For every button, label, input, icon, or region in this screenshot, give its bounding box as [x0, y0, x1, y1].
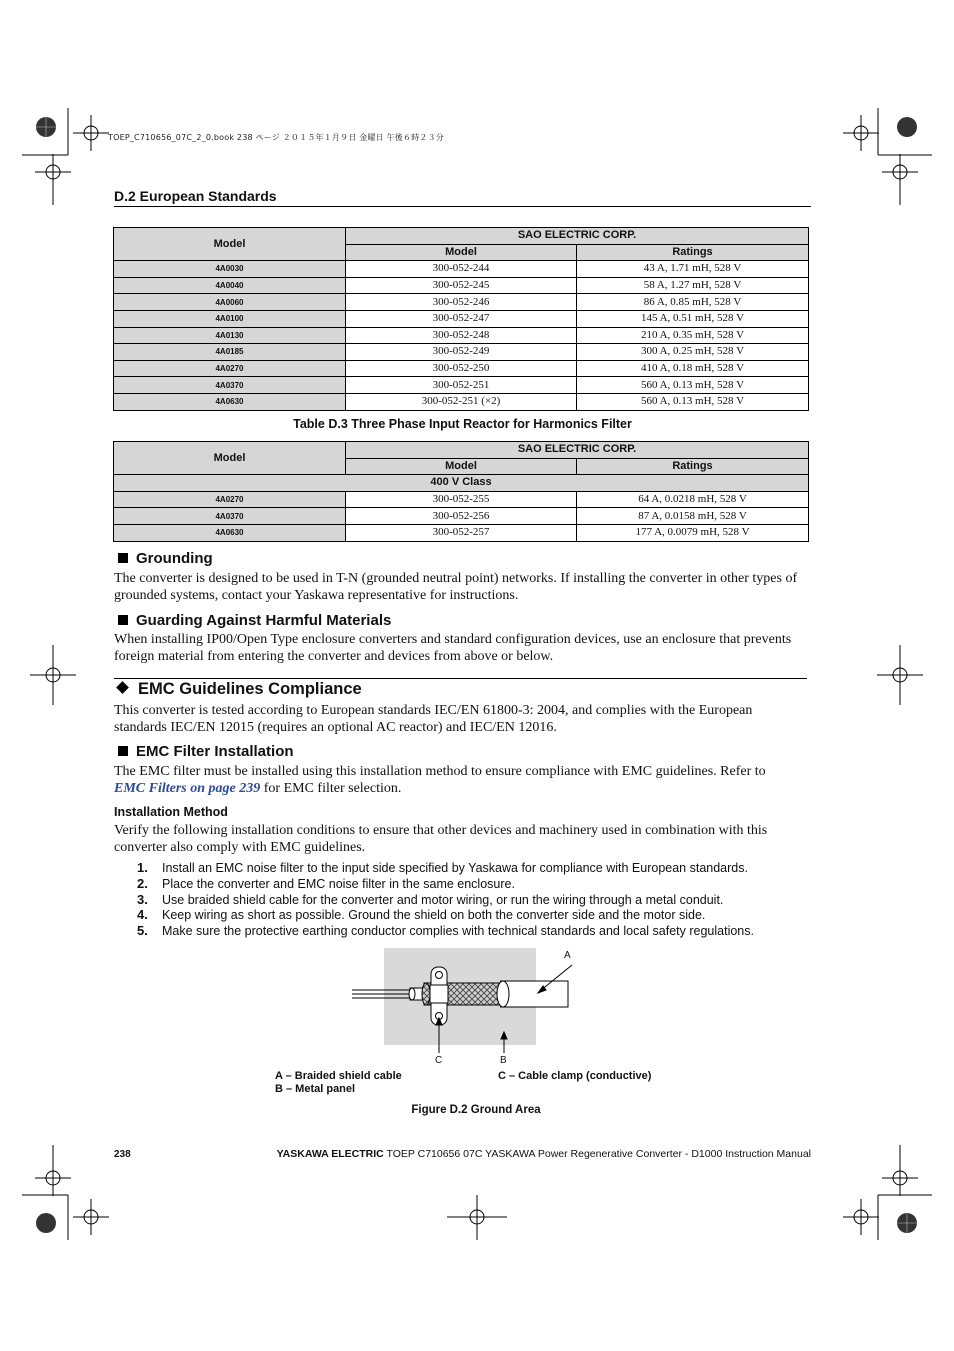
installation-paragraph	[114, 822, 811, 856]
square-bullet-icon	[118, 746, 128, 756]
step-number: 2.	[137, 875, 148, 891]
figure-label-a: A	[564, 950, 571, 961]
guarding-title: Guarding Against Harmful Materials	[136, 612, 392, 629]
row-rating: 560 A, 0.13 mH, 528 V	[577, 377, 809, 394]
grounding-title: Grounding	[136, 550, 213, 567]
table2-header-ratings: Ratings	[577, 458, 809, 475]
row-rating: 210 A, 0.35 mH, 528 V	[577, 327, 809, 344]
installation-line-1: Verify the following installation conditions to ensure that other devices and machinery used in combination with this	[114, 823, 768, 838]
row-part: 300-052-257	[346, 524, 577, 541]
step-text: Place the converter and EMC noise filter in the same enclosure.	[162, 876, 515, 891]
table-row	[114, 524, 809, 541]
grounding-paragraph	[114, 570, 811, 604]
row-part: 300-052-251 (×2)	[346, 393, 577, 410]
row-part: 300-052-251	[346, 377, 577, 394]
table-row	[114, 310, 809, 327]
guarding-paragraph	[114, 631, 811, 665]
row-part: 300-052-248	[346, 327, 577, 344]
emc-line-1: This converter is tested according to European standards IEC/EN 61800-3: 2004, and complies with the European	[114, 703, 753, 718]
row-rating: 410 A, 0.18 mH, 528 V	[577, 360, 809, 377]
step-number: 3.	[137, 891, 148, 907]
row-rating: 43 A, 1.71 mH, 528 V	[577, 261, 809, 278]
step-number: 5.	[137, 923, 148, 939]
emc-line-2: standards IEC/EN 12015 (requires an optional AC reactor) and IEC/EN 12016.	[114, 720, 557, 735]
row-model: 4A0040	[114, 277, 346, 294]
square-bullet-icon	[118, 615, 128, 625]
row-part: 300-052-249	[346, 344, 577, 361]
step-text: Keep wiring as short as possible. Ground the shield on both the converter side and the motor side.	[162, 908, 706, 923]
row-rating: 64 A, 0.0218 mH, 528 V	[577, 491, 809, 508]
row-model: 4A0185	[114, 344, 346, 361]
table-row	[114, 344, 809, 361]
table2-header-part-model: Model	[346, 458, 577, 475]
print-job-header: TOEP_C710656_07C_2_0.book 238 ページ ２０１５年１月９日 金曜日 午後６時２３分	[108, 133, 444, 142]
row-part: 300-052-244	[346, 261, 577, 278]
emc-filter-heading	[118, 743, 294, 760]
section-header: D.2 European Standards	[114, 188, 811, 207]
emc-filter-line-2-rest: for EMC filter selection.	[260, 781, 402, 796]
guarding-line-1: When installing IP00/Open Type enclosure converters and standard configuration devices, use an enclosure that prevents	[114, 632, 792, 647]
row-model: 4A0370	[114, 377, 346, 394]
row-part: 300-052-246	[346, 294, 577, 311]
row-rating: 86 A, 0.85 mH, 528 V	[577, 294, 809, 311]
cable-jacket	[500, 981, 568, 1007]
row-rating: 300 A, 0.25 mH, 528 V	[577, 344, 809, 361]
grounding-line-2: grounded systems, contact your Yaskawa representative for instructions.	[114, 588, 519, 603]
row-model: 4A0630	[114, 524, 346, 541]
row-part: 300-052-250	[346, 360, 577, 377]
cable-clamp	[430, 967, 448, 1025]
row-model: 4A0370	[114, 508, 346, 525]
row-model: 4A0270	[114, 360, 346, 377]
row-part: 300-052-245	[346, 277, 577, 294]
list-item	[114, 923, 814, 939]
step-text: Use braided shield cable for the converter and motor wiring, or run the wiring through a metal conduit.	[162, 892, 724, 907]
row-part: 300-052-247	[346, 310, 577, 327]
footer-brand: YASKAWA ELECTRIC	[276, 1148, 384, 1160]
table1-header-ratings: Ratings	[577, 244, 809, 261]
table-row	[114, 508, 809, 525]
figure-label-c: C	[435, 1055, 443, 1066]
figure-label-b: B	[500, 1055, 507, 1066]
row-rating: 87 A, 0.0158 mH, 528 V	[577, 508, 809, 525]
installation-method-heading: Installation Method	[114, 805, 228, 819]
step-text: Install an EMC noise filter to the input side specified by Yaskawa for compliance with European standards.	[162, 861, 748, 875]
step-text: Make sure the protective earthing conductor complies with technical standards and local safety regulations.	[162, 924, 754, 939]
table-row	[114, 261, 809, 278]
emc-filter-title: EMC Filter Installation	[136, 743, 294, 760]
row-rating: 560 A, 0.13 mH, 528 V	[577, 393, 809, 410]
table1-header-vendor: SAO ELECTRIC CORP.	[346, 228, 809, 245]
row-model: 4A0060	[114, 294, 346, 311]
reactor-table-1	[113, 227, 809, 411]
row-model: 4A0630	[114, 393, 346, 410]
figure-caption: Figure D.2 Ground Area	[411, 1104, 541, 1116]
footer-text: TOEP C710656 07C YASKAWA Power Regenerative Converter - D1000 Instruction Manual	[383, 1148, 811, 1160]
divider	[114, 678, 807, 679]
row-part: 300-052-255	[346, 491, 577, 508]
installation-steps	[114, 860, 814, 939]
reactor-table-2	[113, 441, 809, 542]
list-item	[114, 876, 814, 892]
row-rating: 177 A, 0.0079 mH, 528 V	[577, 524, 809, 541]
row-model: 4A0030	[114, 261, 346, 278]
list-item	[114, 907, 814, 923]
ground-area-figure	[340, 945, 580, 1070]
table2-header-vendor: SAO ELECTRIC CORP.	[346, 442, 809, 459]
diamond-bullet-icon	[116, 681, 129, 694]
table-row	[114, 393, 809, 410]
grounding-line-1: The converter is designed to be used in T-N (grounded neutral point) networks. If installing the converter in other types of	[114, 571, 798, 586]
table-row	[114, 360, 809, 377]
row-model: 4A0270	[114, 491, 346, 508]
table1-header-model: Model	[114, 228, 346, 261]
step-number: 4.	[137, 907, 148, 923]
table-row	[114, 377, 809, 394]
row-model: 4A0130	[114, 327, 346, 344]
legend-cable-clamp: C – Cable clamp (conductive)	[498, 1070, 652, 1082]
step-number: 1.	[137, 860, 148, 875]
row-part: 300-052-256	[346, 508, 577, 525]
emc-filter-paragraph	[114, 763, 811, 797]
table-row	[114, 277, 809, 294]
page-number: 238	[114, 1149, 131, 1160]
legend-braided-shield-cable: A – Braided shield cable	[275, 1070, 402, 1082]
guarding-heading	[118, 612, 391, 629]
table-row	[114, 491, 809, 508]
guarding-line-2: foreign material from entering the converter and devices from above or below.	[114, 649, 554, 664]
emc-paragraph	[114, 702, 811, 736]
list-item	[114, 860, 814, 876]
table2-header-model: Model	[114, 442, 346, 475]
footer-manual-title	[277, 1148, 811, 1160]
list-item	[114, 892, 814, 908]
row-rating: 58 A, 1.27 mH, 528 V	[577, 277, 809, 294]
emc-filter-line-2	[114, 780, 811, 797]
table-row	[114, 294, 809, 311]
emc-title: EMC Guidelines Compliance	[138, 680, 362, 698]
square-bullet-icon	[118, 553, 128, 563]
legend-metal-panel: B – Metal panel	[275, 1083, 356, 1095]
grounding-heading	[118, 550, 213, 567]
emc-filter-line-1: The EMC filter must be installed using this installation method to ensure compliance with EMC guidelines. Refer to	[114, 764, 766, 779]
installation-line-2: converter also comply with EMC guidelines.	[114, 840, 366, 855]
table2-class-row: 400 V Class	[114, 475, 809, 492]
table2-caption: Table D.3 Three Phase Input Reactor for Harmonics Filter	[293, 417, 632, 431]
emc-filters-link[interactable]: EMC Filters on page 239	[114, 781, 261, 796]
table-row	[114, 327, 809, 344]
emc-heading	[116, 680, 362, 699]
row-model: 4A0100	[114, 310, 346, 327]
table1-header-part-model: Model	[346, 244, 577, 261]
row-rating: 145 A, 0.51 mH, 528 V	[577, 310, 809, 327]
